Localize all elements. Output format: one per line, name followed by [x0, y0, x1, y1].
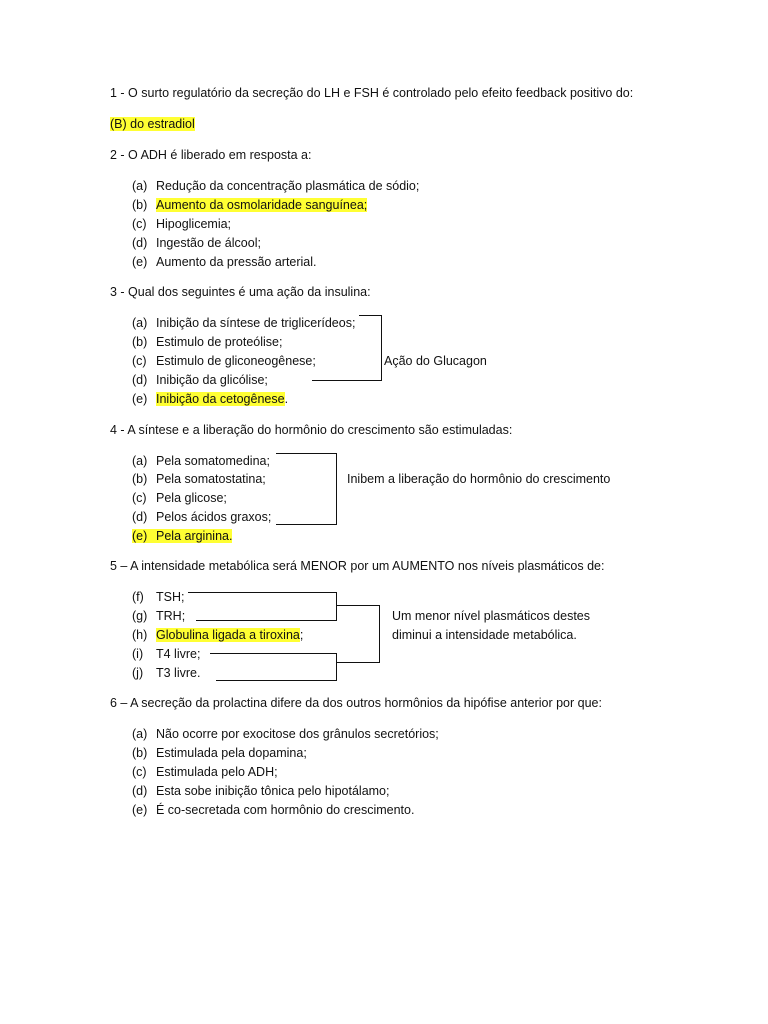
- option-text-highlight: Inibição da cetogênese: [156, 392, 285, 406]
- option-text: Redução da concentração plasmática de sódio;: [156, 179, 420, 193]
- q6-option-a: [132, 727, 439, 741]
- option-text: Pelos ácidos graxos;: [156, 510, 272, 524]
- option-label: (d): [132, 236, 148, 250]
- option-text: Estimulo de proteólise;: [156, 335, 283, 349]
- option-text: Esta sobe inibição tônica pelo hipotálamo;: [156, 784, 390, 798]
- option-text-highlight: Aumento da osmolaridade sanguínea;: [156, 198, 368, 212]
- question-2: 2 - O ADH é liberado em resposta a:: [110, 148, 312, 162]
- option-text: Estimulada pela dopamina;: [156, 746, 307, 760]
- q3-option-e: [132, 392, 288, 406]
- option-text: T4 livre;: [156, 647, 201, 661]
- q5-bracket-note-line-2: diminui a intensidade metabólica.: [392, 628, 577, 642]
- q4-option-c: [132, 491, 227, 505]
- option-label: (c): [132, 765, 147, 779]
- question-1: 1 - O surto regulatório da secreção do LH e FSH é controlado pelo efeito feedback positivo do:: [110, 86, 634, 100]
- option-text: Pela somatomedina;: [156, 454, 270, 468]
- q4-option-b: [132, 472, 266, 486]
- option-suffix: .: [284, 392, 289, 406]
- option-label: (e): [132, 255, 148, 269]
- option-label: (c): [132, 217, 147, 231]
- q5-bracket-right: [337, 606, 380, 663]
- option-label: (c): [132, 491, 147, 505]
- option-text: Estimulo de gliconeogênese;: [156, 354, 316, 368]
- option-suffix: ;: [299, 628, 304, 642]
- option-text: Pela somatostatina;: [156, 472, 266, 486]
- q6-option-d: [132, 784, 389, 798]
- q3-bracket-note: Ação do Glucagon: [384, 354, 487, 368]
- option-label: (f): [132, 590, 144, 604]
- option-text: Inibição da glicólise;: [156, 373, 268, 387]
- option-label: (i): [132, 647, 144, 661]
- question-4: 4 - A síntese e a liberação do hormônio do crescimento são estimuladas:: [110, 423, 513, 437]
- q2-option-c: [132, 217, 231, 231]
- option-label: (a): [132, 316, 148, 330]
- option-label: (d): [132, 784, 148, 798]
- q5-bracket-top: [188, 593, 337, 621]
- option-text: Pela arginina.: [156, 529, 233, 543]
- q3-option-d: [132, 373, 268, 387]
- option-label: (d): [132, 373, 148, 387]
- q5-bracket-bottom: [210, 654, 337, 681]
- option-label: (e): [132, 803, 148, 817]
- q4-option-a: [132, 454, 270, 468]
- q2-option-d: [132, 236, 261, 250]
- option-label: (j): [132, 666, 144, 680]
- option-text: Inibição da síntese de triglicerídeos;: [156, 316, 356, 330]
- option-label: (h): [132, 628, 148, 642]
- q3-option-b: [132, 335, 282, 349]
- q5-option-j: [132, 666, 200, 680]
- option-label: (a): [132, 727, 148, 741]
- q5-bracket-note-line-1: Um menor nível plasmáticos destes: [392, 609, 590, 623]
- option-label: (g): [132, 609, 148, 623]
- option-text: TRH;: [156, 609, 186, 623]
- q4-bracket: [276, 454, 337, 525]
- question-3: 3 - Qual dos seguintes é uma ação da insulina:: [110, 285, 371, 299]
- option-label: (b): [132, 335, 148, 349]
- answer-1-highlight: (B) do estradiol: [110, 117, 195, 131]
- q6-option-e: [132, 803, 414, 817]
- option-label: (b): [132, 198, 148, 212]
- q3-option-c: [132, 354, 316, 368]
- option-label: (b): [132, 746, 148, 760]
- option-label: (e): [132, 392, 148, 406]
- option-text: Pela glicose;: [156, 491, 227, 505]
- q5-option-f: [132, 590, 184, 604]
- q2-option-a: [132, 179, 419, 193]
- option-label: (d): [132, 510, 148, 524]
- option-label: (a): [132, 179, 148, 193]
- q4-bracket-note: Inibem a liberação do hormônio do crescimento: [347, 472, 611, 486]
- q5-option-h: [132, 628, 303, 642]
- q4-option-e: [132, 529, 232, 543]
- q6-option-c: [132, 765, 278, 779]
- option-text: T3 livre.: [156, 666, 201, 680]
- option-highlight: [132, 529, 232, 543]
- option-label: (e): [132, 529, 148, 543]
- question-5: 5 – A intensidade metabólica será MENOR por um AUMENTO nos níveis plasmáticos de:: [110, 559, 605, 573]
- q2-option-b: [132, 198, 367, 212]
- option-label: (c): [132, 354, 147, 368]
- q4-option-d: [132, 510, 271, 524]
- option-label: (b): [132, 472, 148, 486]
- option-text: Não ocorre por exocitose dos grânulos secretórios;: [156, 727, 439, 741]
- option-text: TSH;: [156, 590, 185, 604]
- option-label: (a): [132, 454, 148, 468]
- q3-option-a: [132, 316, 355, 330]
- option-text-highlight: Globulina ligada a tiroxina: [156, 628, 300, 642]
- option-text: Hipoglicemia;: [156, 217, 232, 231]
- option-text: É co-secretada com hormônio do crescimento.: [156, 803, 415, 817]
- option-text: Ingestão de álcool;: [156, 236, 261, 250]
- q2-option-e: [132, 255, 317, 269]
- q6-option-b: [132, 746, 307, 760]
- option-text: Aumento da pressão arterial.: [156, 255, 317, 269]
- q5-option-i: [132, 647, 200, 661]
- answer-1: [110, 117, 195, 131]
- option-text: Estimulada pelo ADH;: [156, 765, 278, 779]
- question-6: 6 – A secreção da prolactina difere da dos outros hormônios da hipófise anterior por que:: [110, 696, 602, 710]
- q5-option-g: [132, 609, 185, 623]
